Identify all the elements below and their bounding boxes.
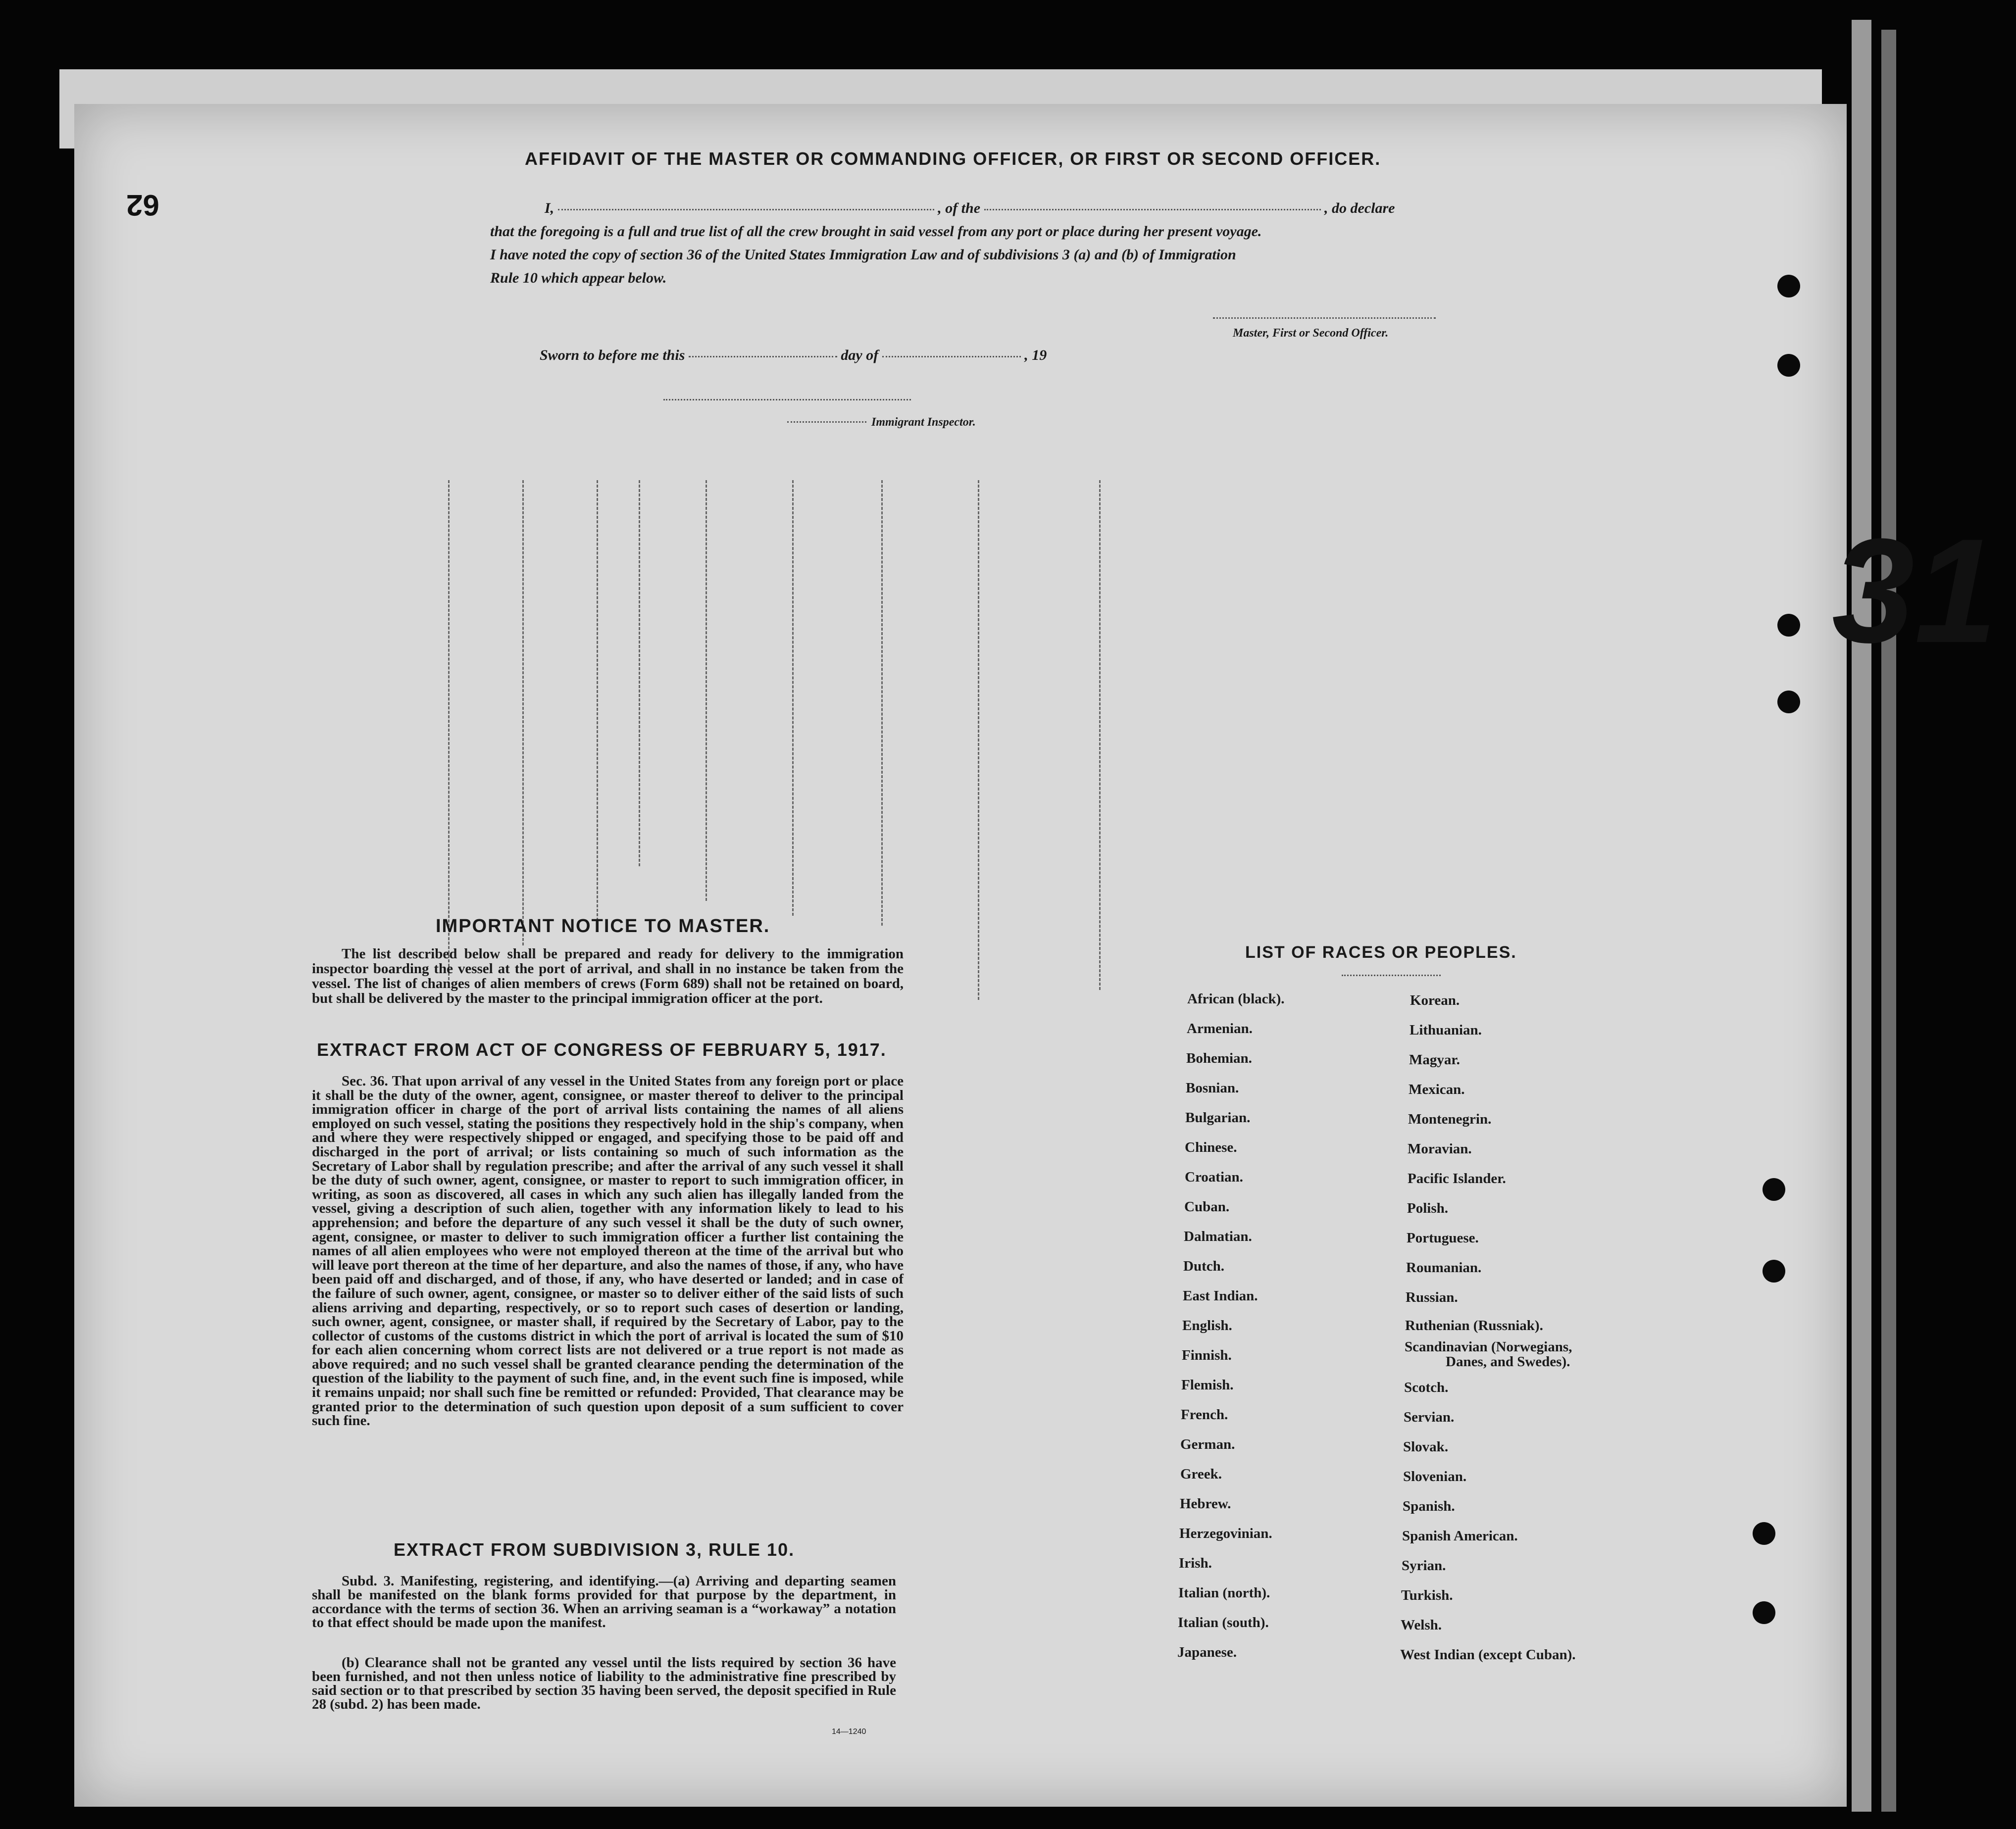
punch-hole <box>1763 1178 1785 1201</box>
race-right-item: Ruthenian (Russniak). <box>1405 1318 1543 1334</box>
race-left-item: Bohemian. <box>1186 1050 1252 1066</box>
race-left-item: Armenian. <box>1187 1021 1253 1037</box>
race-right-item: Pacific Islander. <box>1408 1171 1506 1186</box>
column-rule <box>597 480 598 921</box>
extract-rule-text-b: (b) Clearance shall not be granted any vessel until the lists required by section 36 have been furnished, and not then unless notice of liability to the administrative fine prescribed by said section or to that prescribed by section 35 having been served, the deposit specified in Rule 28 (subd. 2) has been made. <box>312 1655 896 1712</box>
race-left-item: Italian (north). <box>1178 1585 1270 1601</box>
race-left-item: Croatian. <box>1185 1169 1243 1185</box>
notice-title: IMPORTANT NOTICE TO MASTER. <box>436 916 770 937</box>
race-right-item: Polish. <box>1407 1200 1448 1216</box>
column-rule <box>792 480 794 916</box>
race-right-item: Scandinavian (Norwegians, <box>1405 1339 1572 1355</box>
race-right-item: Scotch. <box>1404 1380 1449 1395</box>
column-rule <box>1099 480 1101 990</box>
inspector-signature-line <box>663 398 911 400</box>
race-right-item: Spanish. <box>1403 1498 1455 1514</box>
column-rule <box>978 480 979 1000</box>
notice-text: The list described below shall be prepared and ready for delivery to the immigration inspector boarding the vessel at the port of arrival, and shall in no instance be taken from the vessel. The list of changes of alien members of crews (Form 689) shall not be retained on board, but shall be delivered by the master to the principal immigration officer at the port. <box>312 946 904 1006</box>
race-left-item: French. <box>1181 1407 1228 1423</box>
race-left-item: German. <box>1180 1436 1235 1452</box>
race-left-item: Hebrew. <box>1180 1496 1231 1512</box>
race-right-item: Syrian. <box>1402 1558 1446 1574</box>
punch-hole <box>1777 275 1800 297</box>
inspector-label: Immigrant Inspector. <box>871 416 976 429</box>
race-left-item: Herzegovinian. <box>1179 1526 1272 1541</box>
race-left-item: Italian (south). <box>1178 1615 1269 1631</box>
extract-rule-title: EXTRACT FROM SUBDIVISION 3, RULE 10. <box>394 1539 795 1560</box>
column-rule <box>448 480 450 980</box>
day-of-label: day of <box>841 347 879 363</box>
race-right-item: West Indian (except Cuban). <box>1400 1647 1576 1663</box>
race-right-item: Portuguese. <box>1407 1230 1479 1246</box>
race-left-item: Greek. <box>1180 1466 1222 1482</box>
race-left-item: Chinese. <box>1185 1139 1237 1155</box>
race-left-item: Bulgarian. <box>1185 1110 1251 1126</box>
affidavit-line-1 <box>545 198 1461 219</box>
race-right-item: Montenegrin. <box>1408 1111 1492 1127</box>
race-right-item: Welsh. <box>1401 1617 1442 1633</box>
race-left-item: Irish. <box>1179 1555 1212 1571</box>
master-signature-line <box>1213 317 1436 319</box>
sworn-label: Sworn to before me this <box>540 347 685 363</box>
race-right-item: Roumanian. <box>1406 1260 1482 1276</box>
sworn-day-blank <box>689 355 837 357</box>
punch-hole <box>1777 691 1800 713</box>
affidavit-title: AFFIDAVIT OF THE MASTER OR COMMANDING OFFICER, OR FIRST OR SECOND OFFICER. <box>525 148 1381 169</box>
column-rule <box>881 480 883 926</box>
race-left-item: Flemish. <box>1181 1377 1234 1393</box>
punch-hole <box>1763 1260 1785 1283</box>
extract-act-title: EXTRACT FROM ACT OF CONGRESS OF FEBRUARY 5, 1917. <box>317 1039 887 1060</box>
punch-hole <box>1777 614 1800 637</box>
race-right-item: Magyar. <box>1409 1052 1460 1068</box>
vessel-blank <box>984 208 1321 210</box>
affidavit-of-the: , of the <box>938 200 981 216</box>
affidavit-line-3: I have noted the copy of section 36 of the United States Immigration Law and of subdivisions 3 (a) and (b) of Immigration <box>490 247 1236 263</box>
race-left-item: Dutch. <box>1183 1258 1224 1274</box>
race-left-item: Dalmatian. <box>1184 1229 1252 1244</box>
master-signature-label: Master, First or Second Officer. <box>1233 327 1389 340</box>
extract-rule-text-a: Subd. 3. Manifesting, registering, and identifying.—(a) Arriving and departing seamen shall be manifested on the blank forms provided for that purpose by the department, in accordance with the terms of section 36. When an arriving seaman is a “workaway” a notation to that effect should be made upon the manifest. <box>312 1573 896 1631</box>
page-stack-edge <box>1881 30 1896 1812</box>
column-rule <box>639 480 640 866</box>
name-blank <box>558 208 934 210</box>
year-label: , 19 <box>1024 347 1047 363</box>
race-right-item: Moravian. <box>1408 1141 1472 1157</box>
handwritten-number: 31 <box>1832 507 1997 674</box>
race-right-item: Mexican. <box>1409 1082 1465 1097</box>
sworn-month-blank <box>882 355 1021 357</box>
extract-act-text: Sec. 36. That upon arrival of any vessel in the United States from any foreign port or place it shall be the duty of the owner, agent, consignee, or master thereof to deliver to the principal immigration officer in charge of the port of arrival lists containing the names of all aliens employed on such vessel, stating the positions they respectively hold in the ship's company, when and where they were respectively shipped or engaged, and specifying those to be paid off and discharged in the port of arrival; or lists containing so much of such information as the Secretary of Labor shall by regulation prescribe; and after the arrival of any such vessel it shall be the duty of such owner, agent, consignee, or master to report to such immigration officer, in writing, as soon as discovered, all cases in which any such alien has illegally landed from the vessel, giving a description of such alien, together with any information likely to lead to his apprehension; and before the departure of any such vessel it shall be the duty of such owner, agent, consignee, or master to deliver to such immigration officer a further list containing the names of all alien employees who were not employed thereon at the time of the arrival but who will leave port thereon at the time of her departure, and also the names of those, if any, who have been paid off and discharged, and of those, if any, who have deserted or landed; and in case of the failure of such owner, agent, consignee, or master so to deliver either of the said lists of such aliens arriving and departing, respectively, or so to report such cases of desertion or landing, such owner, agent, consignee, or master shall, if required by the Secretary of Labor, pay to the collector of customs of the customs district in which the port of arrival is located the sum of $10 for each alien concerning whom correct lists are not delivered or a true report is not made as above required; and no such vessel shall be granted clearance pending the determination of the question of the liability to the payment of such fine, and, in the event such fine is imposed, while it remains unpaid; nor shall such fine be remitted or refunded: Provided, That clearance may be granted prior to the determination of such question upon deposit of a sum sufficient to cover such fine. <box>312 1073 904 1429</box>
handwritten-mark: 62 <box>126 189 159 222</box>
race-left-item: Cuban. <box>1184 1199 1230 1215</box>
punch-hole <box>1777 354 1800 377</box>
race-scandinavian-continued: Danes, and Swedes). <box>1446 1354 1570 1370</box>
affidavit-line-4: Rule 10 which appear below. <box>490 270 667 286</box>
race-right-item: Spanish American. <box>1402 1528 1518 1544</box>
race-left-item: African (black). <box>1187 991 1285 1007</box>
race-left-item: Finnish. <box>1182 1347 1232 1363</box>
punch-hole <box>1753 1601 1775 1624</box>
affidavit-declare: , do declare <box>1324 200 1395 216</box>
column-rule <box>522 480 524 945</box>
page-stack-edge <box>1852 20 1871 1812</box>
affidavit-i: I, <box>545 200 554 216</box>
race-right-item: Servian. <box>1404 1409 1455 1425</box>
races-title-underline <box>1342 974 1441 976</box>
race-left-item: English. <box>1182 1318 1232 1334</box>
form-number: 14—1240 <box>832 1728 866 1736</box>
race-right-item: Slovenian. <box>1403 1469 1467 1484</box>
punch-hole <box>1753 1522 1775 1545</box>
sworn-line <box>540 345 1047 366</box>
inspector-signature-line <box>787 421 866 423</box>
column-rule <box>706 480 707 901</box>
race-right-item: Lithuanian. <box>1410 1022 1482 1038</box>
race-right-item: Russian. <box>1406 1289 1458 1305</box>
races-title: LIST OF RACES OR PEOPLES. <box>1245 943 1517 962</box>
race-left-item: Bosnian. <box>1186 1080 1239 1096</box>
race-right-item: Turkish. <box>1401 1587 1453 1603</box>
race-right-item: Korean. <box>1410 992 1460 1008</box>
race-right-item: Slovak. <box>1403 1439 1449 1455</box>
race-left-item: Japanese. <box>1177 1644 1237 1660</box>
race-left-item: East Indian. <box>1183 1288 1258 1304</box>
affidavit-line-2: that the foregoing is a full and true list of all the crew brought in said vessel from any port or place during her present voyage. <box>490 223 1262 240</box>
